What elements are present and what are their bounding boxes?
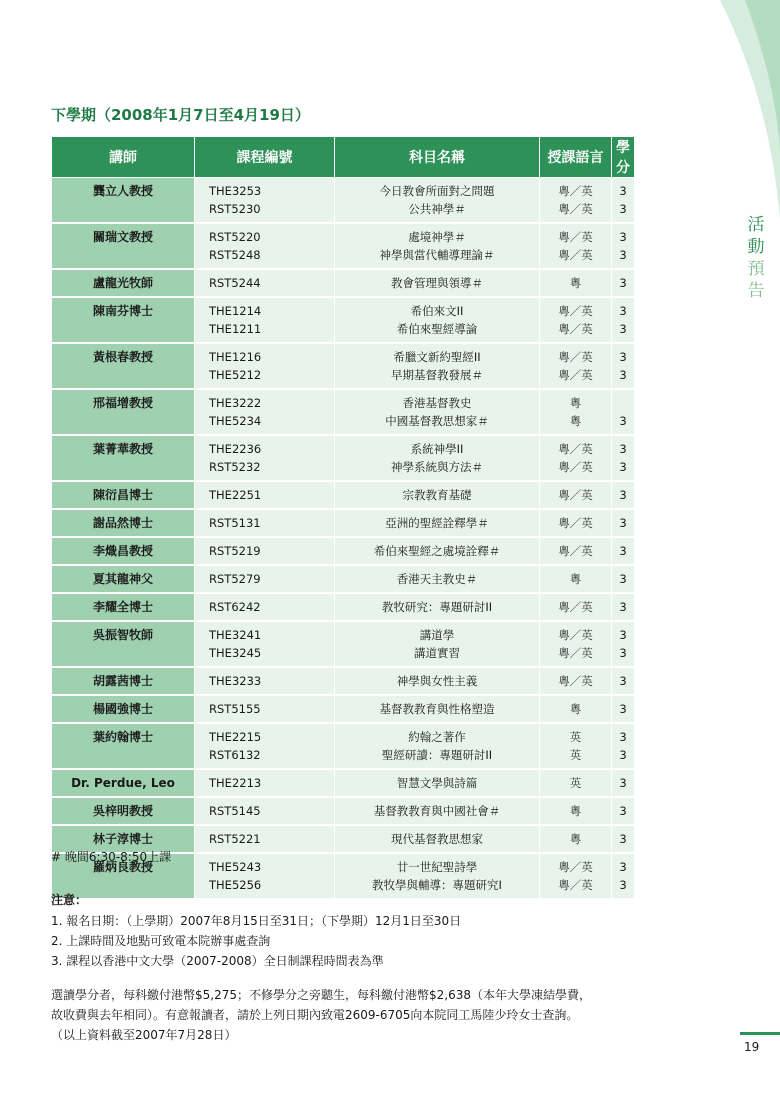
course-language: 粵／英 [558,600,593,614]
course-name: 基督教教育與中國社會＃ [373,804,501,818]
page-number-bar [740,1032,780,1035]
course-language: 粵／英 [558,202,593,216]
course-name: 講道實習 [414,646,460,660]
course-credit-cell [612,853,635,899]
course-language: 粵／英 [558,674,593,688]
course-code: RST5219 [209,544,261,558]
course-name-cell [335,537,540,565]
course-name-cell [335,435,540,481]
course-credit-cell [612,695,635,723]
course-credit: 3 [619,488,627,502]
course-credit-cell [612,537,635,565]
course-name: 教牧研究：專題研討II [381,600,493,614]
course-name: 教牧學與輔導：專題研究I [372,878,502,892]
course-credit-cell [612,178,635,224]
evening-note: # 晚間6:30-8:50上課 [51,850,172,864]
lecturer-cell: 謝品然博士 [52,509,195,537]
course-name: 神學與女性主義 [396,674,478,688]
course-language-cell [540,667,612,695]
course-name: 處境神學＃ [408,230,466,244]
course-language: 粵／英 [558,544,593,558]
course-language: 粵／英 [558,184,593,198]
course-name: 中國基督教思想家＃ [385,414,489,428]
lecturer-cell: 陳衍昌博士 [52,481,195,509]
course-code: THE3222 [209,396,262,410]
course-language: 粵 [569,414,582,428]
course-credit: 3 [619,804,627,818]
note-item: 2. 上課時間及地點可致電本院辦事處查詢 [51,934,271,948]
course-name-cell [335,621,540,667]
course-name: 廿一世紀聖詩學 [396,860,478,874]
lecturer-cell: 李熾昌教授 [52,537,195,565]
course-credit-cell [612,667,635,695]
section-tab [744,214,768,302]
course-code: THE5234 [209,414,262,428]
course-credit: 3 [619,516,627,530]
course-credit: 3 [619,674,627,688]
course-language-cell [540,723,612,769]
course-language: 粵／英 [558,628,593,642]
course-name: 香港天主教史＃ [396,572,478,586]
fee-line: （以上資料截至2007年7月28日） [51,1028,237,1042]
course-name: 亞洲的聖經詮釋學＃ [385,516,489,530]
header-code: 課程編號 [195,137,335,178]
course-language: 粵 [569,396,582,410]
course-language-cell [540,565,612,593]
course-name: 神學與當代輔導理論＃ [379,248,495,262]
course-code-cell [195,825,335,853]
fee-line: 故收費與去年相同）。有意報讀者，請於上列日期內致電2609-6705向本院同工馬陸少玲女士查詢。 [51,1008,579,1022]
lecturer-cell: 吳振智牧師 [52,621,195,667]
course-code-cell [195,297,335,343]
table-row [52,509,635,537]
lecturer-cell: 胡露茜博士 [52,667,195,695]
table-row [52,769,635,797]
course-name: 早期基督教發展＃ [391,368,483,382]
header-name: 科目名稱 [335,137,540,178]
course-credit: 3 [619,184,627,198]
course-code: RST5220 [209,230,261,244]
course-code: RST5230 [209,202,261,216]
course-credit: 3 [619,442,627,456]
course-code-cell [195,565,335,593]
course-code: THE3245 [209,646,262,660]
course-credit: 3 [619,460,627,474]
course-code-cell [195,223,335,269]
lecturer-cell: 葉約翰博士 [52,723,195,769]
course-name-cell [335,509,540,537]
course-name-cell [335,343,540,389]
course-credit: 3 [619,860,627,874]
course-name: 希伯來聖經之處境詮釋＃ [373,544,501,558]
course-credit-cell [612,389,635,435]
course-name-cell [335,667,540,695]
course-name-cell [335,769,540,797]
course-code: RST5155 [209,702,261,716]
course-code: THE2251 [209,488,262,502]
course-code-cell [195,769,335,797]
course-language-cell [540,297,612,343]
course-code-cell [195,435,335,481]
course-name: 智慧文學與詩篇 [396,776,478,790]
course-language: 粵／英 [558,878,593,892]
course-code-cell [195,695,335,723]
course-credit-cell [612,223,635,269]
course-code: RST5145 [209,804,261,818]
course-credit: 3 [619,572,627,586]
course-language-cell [540,269,612,297]
course-language-cell [540,509,612,537]
course-language: 粵／英 [558,860,593,874]
course-code: RST5244 [209,276,261,290]
header-credit: 學分 [612,137,635,178]
course-code-cell [195,389,335,435]
course-code: RST6242 [209,600,261,614]
table-body [52,178,635,900]
course-language: 粵／英 [558,304,593,318]
fee-line: 選讀學分者，每科繳付港幣$5,275；不修學分之旁聽生，每科繳付港幣$2,638（本年大學凍結學費， [51,988,591,1002]
table-row [52,269,635,297]
course-credit: 3 [619,368,627,382]
course-code: THE5256 [209,878,262,892]
course-credit-cell [612,297,635,343]
course-name: 宗教教育基礎 [402,488,472,502]
course-name: 希伯來聖經導論 [396,322,478,336]
lecturer-cell: 林子淳博士 [52,825,195,853]
course-name: 神學系統與方法＃ [391,460,483,474]
note-item: 1. 報名日期：（上學期）2007年8月15日至31日；（下學期）12月1日至30日 [51,914,462,928]
section-tab-char: 預 [747,259,765,279]
course-credit: 3 [619,600,627,614]
course-code: THE2236 [209,442,262,456]
course-name: 基督教教育與性格塑造 [379,702,495,716]
course-language-cell [540,481,612,509]
table-row [52,435,635,481]
course-name-cell [335,481,540,509]
lecturer-cell: Dr. Perdue, Leo [52,769,195,797]
course-language: 英 [569,748,582,762]
course-code: THE3241 [209,628,262,642]
course-name: 約翰之著作 [408,730,466,744]
table-row [52,178,635,224]
course-language: 英 [569,730,582,744]
course-code-cell [195,667,335,695]
course-credit: 3 [619,350,627,364]
course-code: THE3253 [209,184,262,198]
course-language-cell [540,178,612,224]
table-row [52,621,635,667]
table-row [52,593,635,621]
course-code: THE5243 [209,860,262,874]
course-credit-cell [612,435,635,481]
course-credit: 3 [619,748,627,762]
header-lecturer: 講師 [52,137,195,178]
course-code-cell [195,853,335,899]
course-credit: 3 [619,878,627,892]
course-code-cell [195,343,335,389]
course-table [51,136,635,900]
lecturer-cell: 夏其龍神父 [52,565,195,593]
course-name-cell [335,565,540,593]
lecturer-cell: 邢福增教授 [52,389,195,435]
course-credit-cell [612,797,635,825]
notes-heading: 注意： [51,893,88,907]
course-code-cell [195,723,335,769]
course-language: 粵 [569,832,582,846]
table-row [52,723,635,769]
lecturer-cell: 陳南芬博士 [52,297,195,343]
lecturer-cell: 楊國強博士 [52,695,195,723]
course-code: RST5232 [209,460,261,474]
course-credit: 3 [619,628,627,642]
course-credit: 3 [619,230,627,244]
course-credit-cell [612,481,635,509]
course-name-cell [335,178,540,224]
course-code: RST5248 [209,248,261,262]
course-credit-cell [612,621,635,667]
course-code: THE3233 [209,674,262,688]
table-row [52,481,635,509]
course-language: 粵／英 [558,368,593,382]
course-language: 粵／英 [558,460,593,474]
course-language: 粵 [569,276,582,290]
note-item: 3. 課程以香港中文大學（2007-2008）全日制課程時間表為準 [51,954,384,968]
course-language: 粵／英 [558,646,593,660]
course-name: 現代基督教思想家 [391,832,483,846]
course-code: RST6132 [209,748,261,762]
table-row [52,695,635,723]
course-credit: 3 [619,276,627,290]
course-language-cell [540,537,612,565]
course-name-cell [335,853,540,899]
course-language: 粵／英 [558,230,593,244]
course-credit-cell [612,343,635,389]
table-row [52,797,635,825]
course-code: RST5279 [209,572,261,586]
course-name-cell [335,797,540,825]
lecturer-cell: 吳梓明教授 [52,797,195,825]
page-title: 下學期（2008年1月7日至4月19日） [51,106,310,124]
course-name: 講道學 [419,628,455,642]
lecturer-cell: 盧龍光牧師 [52,269,195,297]
course-code: THE1214 [209,304,262,318]
course-code: THE2215 [209,730,262,744]
course-language: 粵 [569,804,582,818]
header-lang: 授課語言 [540,137,612,178]
course-name: 公共神學＃ [408,202,466,216]
course-credit-cell [612,723,635,769]
course-code: THE5212 [209,368,262,382]
course-credit: 3 [619,202,627,216]
course-credit-cell [612,509,635,537]
table-header-row [52,137,635,178]
course-credit: 3 [619,248,627,262]
course-language: 粵 [569,702,582,716]
table-row [52,297,635,343]
course-name: 香港基督教史 [402,396,472,410]
course-name-cell [335,825,540,853]
course-code: RST5221 [209,832,261,846]
course-credit-cell [612,565,635,593]
course-code-cell [195,509,335,537]
course-name-cell [335,723,540,769]
course-language-cell [540,343,612,389]
course-language: 英 [569,776,582,790]
course-language: 粵／英 [558,322,593,336]
course-name: 今日教會所面對之問題 [379,184,495,198]
course-code-cell [195,178,335,224]
course-credit-cell [612,593,635,621]
course-name-cell [335,593,540,621]
corner-decoration [700,0,780,300]
course-language-cell [540,695,612,723]
course-language-cell [540,621,612,667]
course-code-cell [195,621,335,667]
course-credit: 3 [619,304,627,318]
notes-list [51,911,461,971]
course-credit: 3 [619,832,627,846]
course-name: 聖經研讀：專題研討II [381,748,493,762]
table-row [52,343,635,389]
table-row [52,565,635,593]
course-language: 粵 [569,572,582,586]
course-language: 粵／英 [558,442,593,456]
course-credit-cell [612,825,635,853]
course-name: 教會管理與領導＃ [391,276,483,290]
course-credit-cell [612,769,635,797]
course-language-cell [540,797,612,825]
course-code: THE1216 [209,350,262,364]
section-tab-char: 告 [747,281,765,301]
lecturer-cell: 葉菁華教授 [52,435,195,481]
course-name: 希伯來文II [410,304,464,318]
course-name-cell [335,389,540,435]
course-name-cell [335,695,540,723]
lecturer-cell: 關瑞文教授 [52,223,195,269]
course-name-cell [335,297,540,343]
lecturer-cell: 李耀全博士 [52,593,195,621]
course-credit: 3 [619,322,627,336]
section-tab-char: 活 [747,215,765,235]
course-code-cell [195,269,335,297]
course-credit: 3 [619,776,627,790]
course-language-cell [540,223,612,269]
course-name: 希臘文新約聖經II [393,350,481,364]
course-credit [612,394,634,412]
lecturer-cell: 羅炳良教授 [52,853,195,899]
course-language: 粵／英 [558,488,593,502]
table-row [52,537,635,565]
fee-paragraph [51,985,651,1045]
course-language-cell [540,593,612,621]
lecturer-cell: 黃根春教授 [52,343,195,389]
course-language: 粵／英 [558,350,593,364]
lecturer-cell: 龔立人教授 [52,178,195,224]
course-code-cell [195,537,335,565]
course-credit: 3 [619,646,627,660]
course-code: RST5131 [209,516,261,530]
table-row [52,389,635,435]
course-language: 粵／英 [558,248,593,262]
course-credit: 3 [619,702,627,716]
page-number: 19 [744,1040,760,1054]
course-language-cell [540,435,612,481]
course-code: THE2213 [209,776,262,790]
course-code-cell [195,481,335,509]
course-language-cell [540,769,612,797]
course-code-cell [195,593,335,621]
course-language-cell [540,853,612,899]
course-credit: 3 [619,414,627,428]
section-tab-char: 動 [747,237,765,257]
table-row [52,223,635,269]
course-language-cell [540,825,612,853]
course-language: 粵／英 [558,516,593,530]
course-language-cell [540,389,612,435]
course-credit-cell [612,269,635,297]
course-code-cell [195,797,335,825]
table-row [52,667,635,695]
course-credit: 3 [619,544,627,558]
course-code: THE1211 [209,322,262,336]
course-name-cell [335,223,540,269]
course-name: 系統神學II [410,442,464,456]
course-name-cell [335,269,540,297]
course-credit: 3 [619,730,627,744]
